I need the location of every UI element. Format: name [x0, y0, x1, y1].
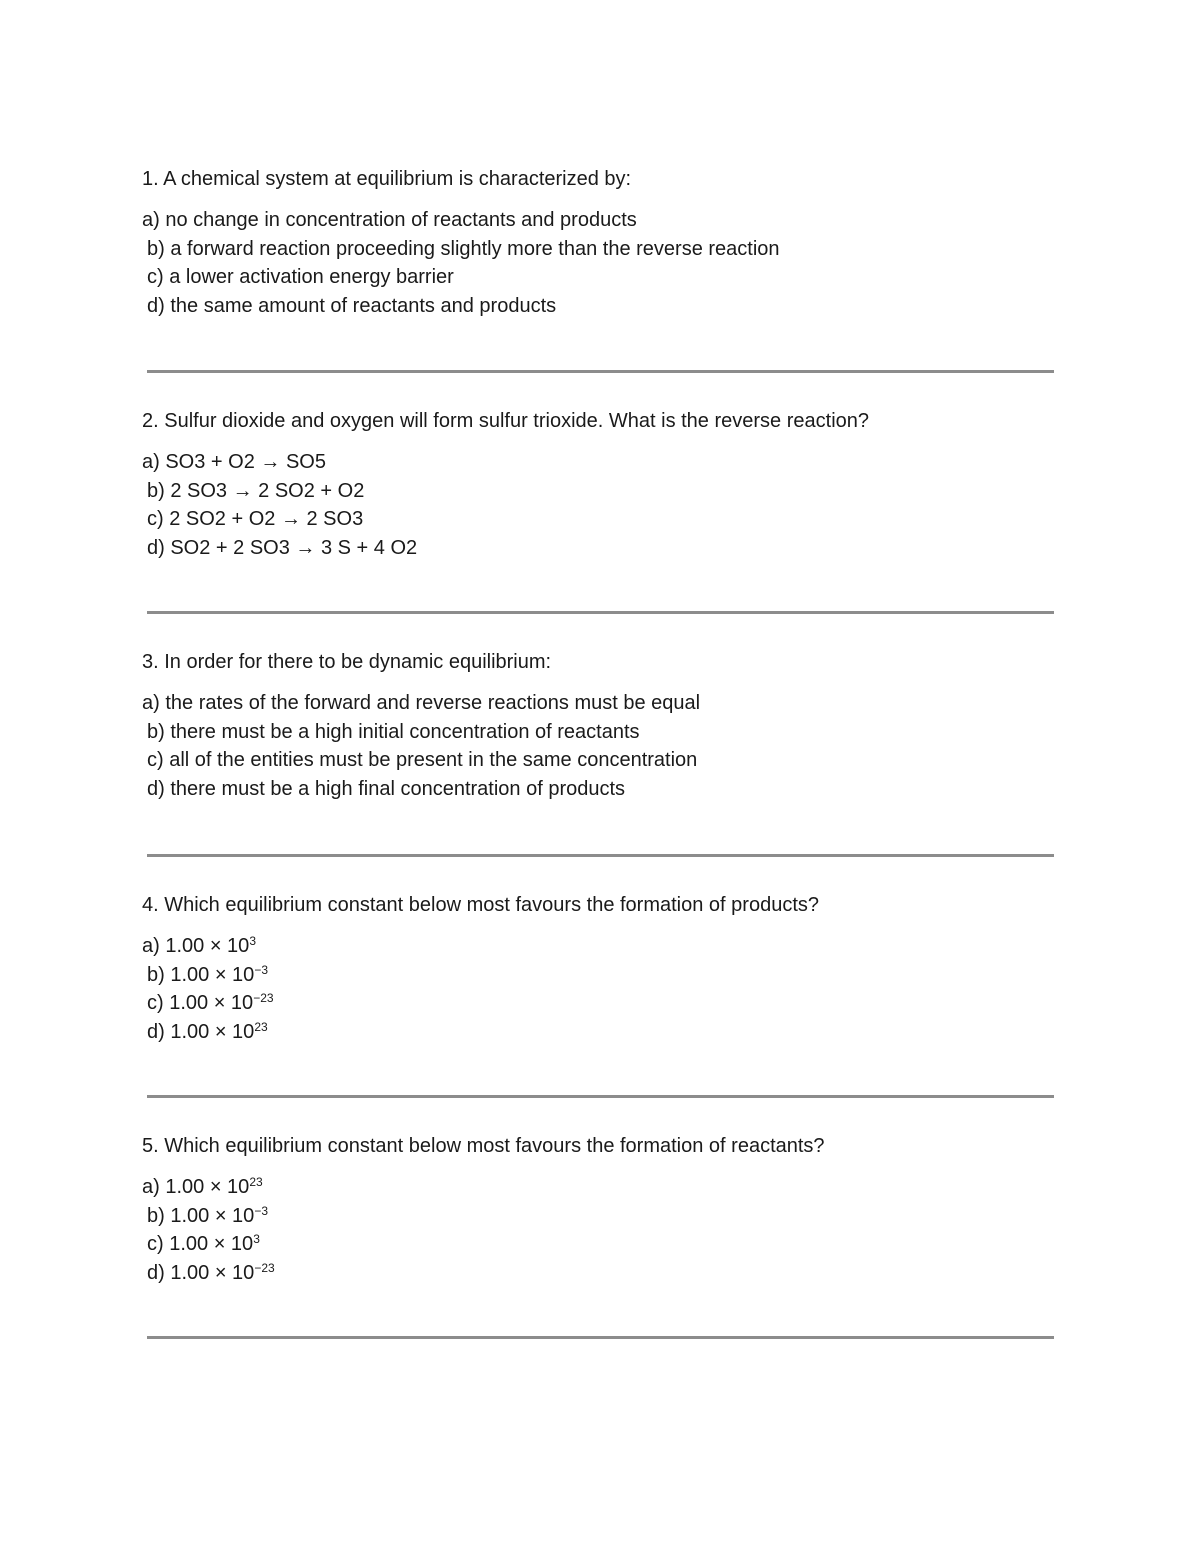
- question-1-option-d: d) the same amount of reactants and products: [147, 294, 557, 317]
- exponent: 23: [249, 1175, 263, 1189]
- question-5: [142, 1134, 1062, 1287]
- question-3-option-d: d) there must be a high final concentration of products: [147, 777, 626, 800]
- option-label: b) 1.00 × 10: [147, 963, 255, 986]
- exponent: −23: [253, 991, 274, 1005]
- exponent: 3: [249, 934, 256, 948]
- option-label: a) 1.00 × 10: [142, 935, 250, 957]
- exponent: 23: [254, 1019, 268, 1034]
- question-5-option-b: [142, 1202, 1062, 1231]
- question-4-option-a: [142, 932, 1062, 961]
- exponent: 3: [253, 1232, 260, 1246]
- question-3: [142, 650, 1062, 803]
- question-2-option-c: c) 2 SO2 + O2 → 2 SO3: [147, 508, 364, 530]
- option-label: a) 1.00 × 10: [142, 1176, 250, 1198]
- question-2: [142, 409, 1062, 562]
- question-3-option-a: a) the rates of the forward and reverse reactions must be equal: [142, 692, 701, 714]
- exponent: −3: [254, 962, 268, 977]
- question-3-prompt: 3. In order for there to be dynamic equilibrium:: [142, 651, 552, 673]
- divider-3: [147, 854, 1054, 857]
- exponent: −3: [254, 1203, 268, 1218]
- option-label: d) 1.00 × 10: [147, 1261, 255, 1284]
- question-1-prompt: 1. A chemical system at equilibrium is characterized by:: [142, 168, 632, 190]
- question-2-prompt: 2. Sulfur dioxide and oxygen will form sulfur trioxide. What is the reverse reaction?: [142, 410, 870, 432]
- question-5-option-c: [142, 1230, 1062, 1259]
- option-label: c) 1.00 × 10: [147, 1233, 254, 1255]
- option-label: b) 1.00 × 10: [147, 1204, 255, 1227]
- option-label: d) 1.00 × 10: [147, 1020, 255, 1043]
- question-5-option-a: [142, 1173, 1062, 1202]
- exponent: −23: [254, 1260, 275, 1275]
- question-5-option-d: [142, 1259, 1062, 1288]
- question-2-option-a: a) SO3 + O2 → SO5: [142, 451, 326, 473]
- divider-1: [147, 370, 1054, 373]
- question-2-option-b: b) 2 SO3 → 2 SO2 + O2: [147, 479, 365, 502]
- divider-5: [147, 1336, 1054, 1339]
- question-4: [142, 893, 1062, 1046]
- question-1: [142, 167, 1062, 320]
- question-4-option-d: [142, 1018, 1062, 1047]
- option-label: c) 1.00 × 10: [147, 992, 254, 1014]
- question-2-option-d: d) SO2 + 2 SO3 → 3 S + 4 O2: [147, 536, 418, 559]
- question-4-option-b: [142, 961, 1062, 990]
- question-1-option-a: a) no change in concentration of reactants and products: [142, 209, 637, 231]
- question-4-prompt: 4. Which equilibrium constant below most favours the formation of products?: [142, 894, 819, 916]
- divider-2: [147, 611, 1054, 614]
- question-3-option-c: c) all of the entities must be present in the same concentration: [147, 749, 698, 771]
- question-4-option-c: [142, 989, 1062, 1018]
- question-5-prompt: 5. Which equilibrium constant below most favours the formation of reactants?: [142, 1135, 825, 1157]
- question-3-option-b: b) there must be a high initial concentration of reactants: [147, 720, 640, 743]
- question-1-option-c: c) a lower activation energy barrier: [147, 266, 454, 288]
- question-1-option-b: b) a forward reaction proceeding slightly more than the reverse reaction: [147, 237, 780, 260]
- divider-4: [147, 1095, 1054, 1098]
